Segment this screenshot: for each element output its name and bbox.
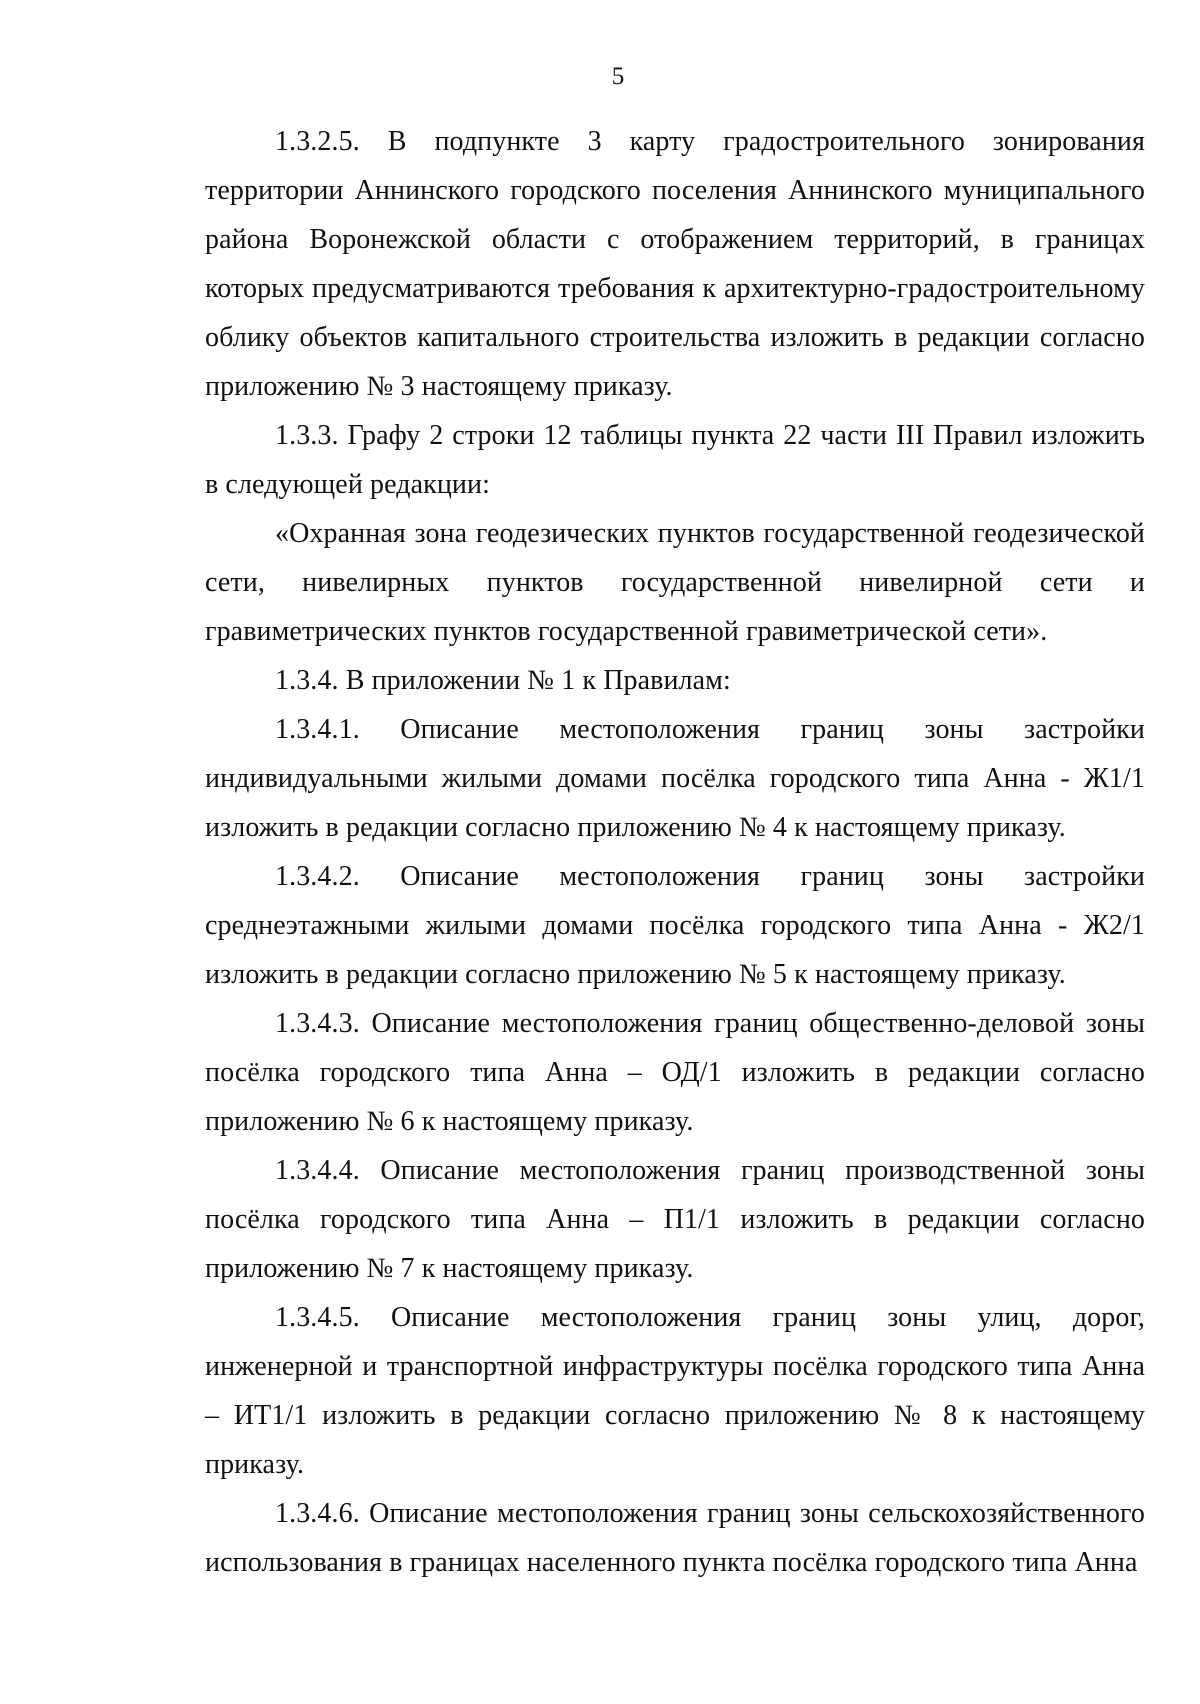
paragraph-quote: «Охранная зона геодезических пунктов государственной геодезической сети, нивелирных пунктов государственной нивелирной сети и гравиметрических пунктов государственной гравиметрической сети».	[205, 518, 1145, 647]
paragraph-1-3-2-5: 1.3.2.5. В подпункте 3 карту градостроительного зонирования территории Аннинского городского поселения Аннинского муниципального района Воронежской области с отображением территорий, в границах которых предусматриваются требования к архитектурно-градостроительному облику объектов капитального строительства изложить в редакции согласно приложению № 3 настоящему приказу.	[205, 126, 1145, 402]
paragraph-1-3-4: 1.3.4. В приложении № 1 к Правилам:	[275, 665, 731, 696]
paragraph-1-3-3: 1.3.3. Графу 2 строки 12 таблицы пункта 22 части III Правил изложить в следующей редакции:	[205, 420, 1145, 500]
paragraph-1-3-4-2: 1.3.4.2. Описание местоположения границ зоны застройки среднеэтажными жилыми домами посёлка городского типа Анна - Ж2/1 изложить в редакции согласно приложению № 5 к настоящему приказу.	[205, 861, 1145, 990]
document-body	[205, 117, 1145, 1587]
paragraph-1-3-4-1: 1.3.4.1. Описание местоположения границ зоны застройки индивидуальными жилыми домами посёлка городского типа Анна - Ж1/1 изложить в редакции согласно приложению № 4 к настоящему приказу.	[205, 714, 1145, 843]
paragraph-1-3-4-6: 1.3.4.6. Описание местоположения границ зоны сельскохозяйственного использования в границах населенного пункта посёлка городского типа Анна	[205, 1498, 1145, 1578]
paragraph-1-3-4-4: 1.3.4.4. Описание местоположения границ производственной зоны посёлка городского типа Анна – П1/1 изложить в редакции согласно приложению № 7 к настоящему приказу.	[205, 1155, 1145, 1284]
paragraph-1-3-4-3: 1.3.4.3. Описание местоположения границ общественно-деловой зоны посёлка городского типа Анна – ОД/1 изложить в редакции согласно приложению № 6 к настоящему приказу.	[205, 1008, 1145, 1137]
page-number: 5	[611, 63, 625, 90]
paragraph-1-3-4-5: 1.3.4.5. Описание местоположения границ зоны улиц, дорог, инженерной и транспортной инфраструктуры посёлка городского типа Анна – ИТ1/1 изложить в редакции согласно приложению № 8 к настоящему приказу.	[205, 1302, 1145, 1480]
